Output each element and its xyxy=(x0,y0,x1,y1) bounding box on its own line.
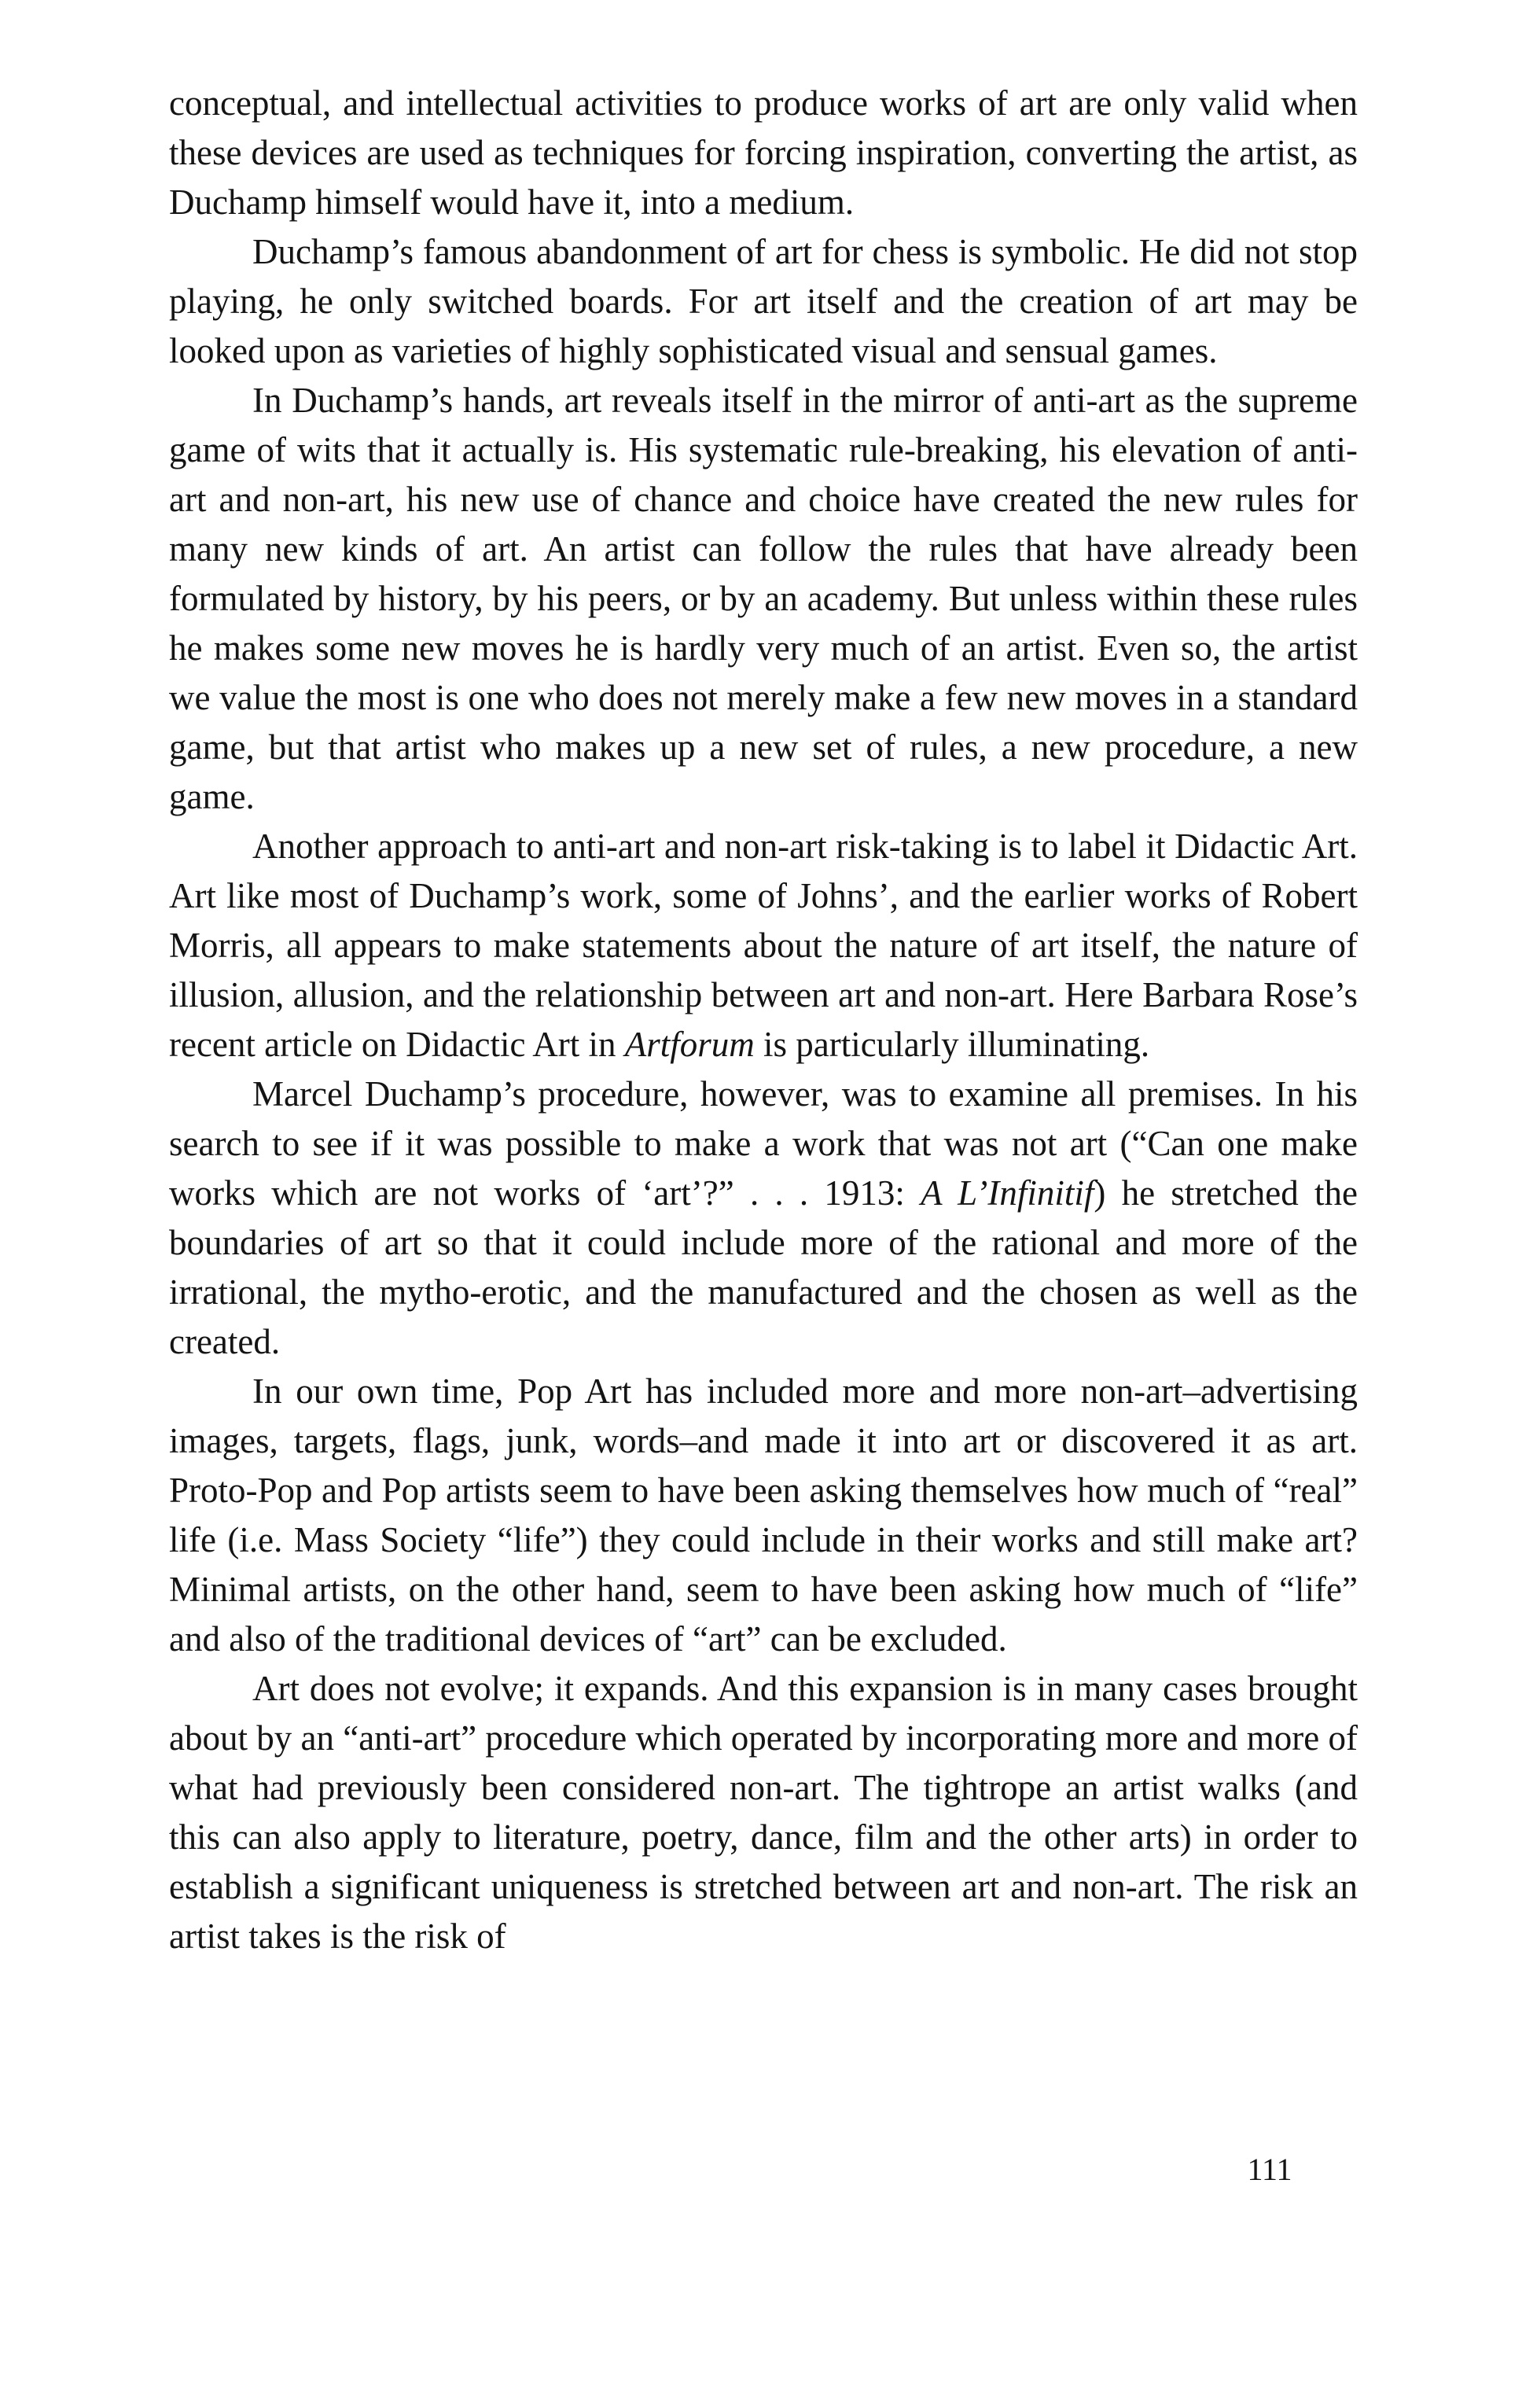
paragraph-art-expands: Art does not evolve; it expands. And this expansion is in many cases brought about by an “anti-art” procedure which operated by incorporating more and more of what had previously been considered non-art. The tightrope an artist walks (and this can also apply to literature, poetry, dance, film and the other arts) in order to establish a significant uniqueness is stretched between art and non-art. The risk an artist takes is the risk of xyxy=(169,1669,1358,1956)
body-text xyxy=(169,79,1358,1961)
paragraph-chess: Duchamp’s famous abandonment of art for chess is symbolic. He did not stop playing, he only switched boards. For art itself and the creation of art may be looked upon as varieties of highly sophisticated visual and sensual games. xyxy=(169,232,1358,370)
italic-title-a-linfinitif: A L’Infinitif xyxy=(921,1173,1094,1213)
paragraph-continuation: conceptual, and intellectual activities to produce works of art are only valid when these devices are used as techniques for forcing inspiration, converting the artist, as Duchamp himself would have it, into a medium. xyxy=(169,83,1358,222)
paragraph-text: Marcel Duchamp’s procedure, however, was to examine all premises. In his search to see if it was possible to make a work that was not art (“Can one make works which are not works of ‘art’?” . . . 1913: xyxy=(169,1074,1358,1213)
paragraph-duchamp-procedure xyxy=(169,1070,1358,1367)
paragraph-text: ) he stretched the boundaries of art so that it could include more of the rational and more of the irrational, the mytho-erotic, and the manufactured and the chosen as well as the created. xyxy=(169,1173,1358,1361)
paragraph-didactic-art xyxy=(169,822,1358,1070)
italic-title-artforum: Artforum xyxy=(624,1025,755,1064)
paragraph-text: is particularly illuminating. xyxy=(754,1025,1150,1064)
page-number: 111 xyxy=(1247,2152,1292,2187)
paragraph-pop-art: In our own time, Pop Art has included more and more non-art–advertising images, targets, flags, junk, words–and made it into art or discovered it as art. Proto-Pop and Pop artists seem to have been asking themselves how much of “real” life (i.e. Mass Society “life”) they could include in their works and still make art? Minimal artists, on the other hand, seem to have been asking how much of “life” and also of the traditional devices of “art” can be excluded. xyxy=(169,1372,1358,1659)
paragraph-text: Another approach to anti-art and non-art risk-taking is to label it Didactic Art. Art like most of Duchamp’s work, some of Johns’, and the earlier works of Robert Morris, all appears to make statements about the nature of art itself, the nature of illusion, allusion, and the relationship between art and non-art. Here Barbara Rose’s recent article on Didactic Art in xyxy=(169,827,1358,1064)
paragraph-duchamp-hands: In Duchamp’s hands, art reveals itself in the mirror of anti-art as the supreme game of wits that it actually is. His systematic rule-breaking, his elevation of anti-art and non-art, his new use of chance and choice have created the new rules for many new kinds of art. An artist can follow the rules that have already been formulated by history, by his peers, or by an academy. But unless within these rules he makes some new moves he is hardly very much of an artist. Even so, the artist we value the most is one who does not merely make a few new moves in a standard game, but that artist who makes up a new set of rules, a new procedure, a new game. xyxy=(169,381,1358,816)
